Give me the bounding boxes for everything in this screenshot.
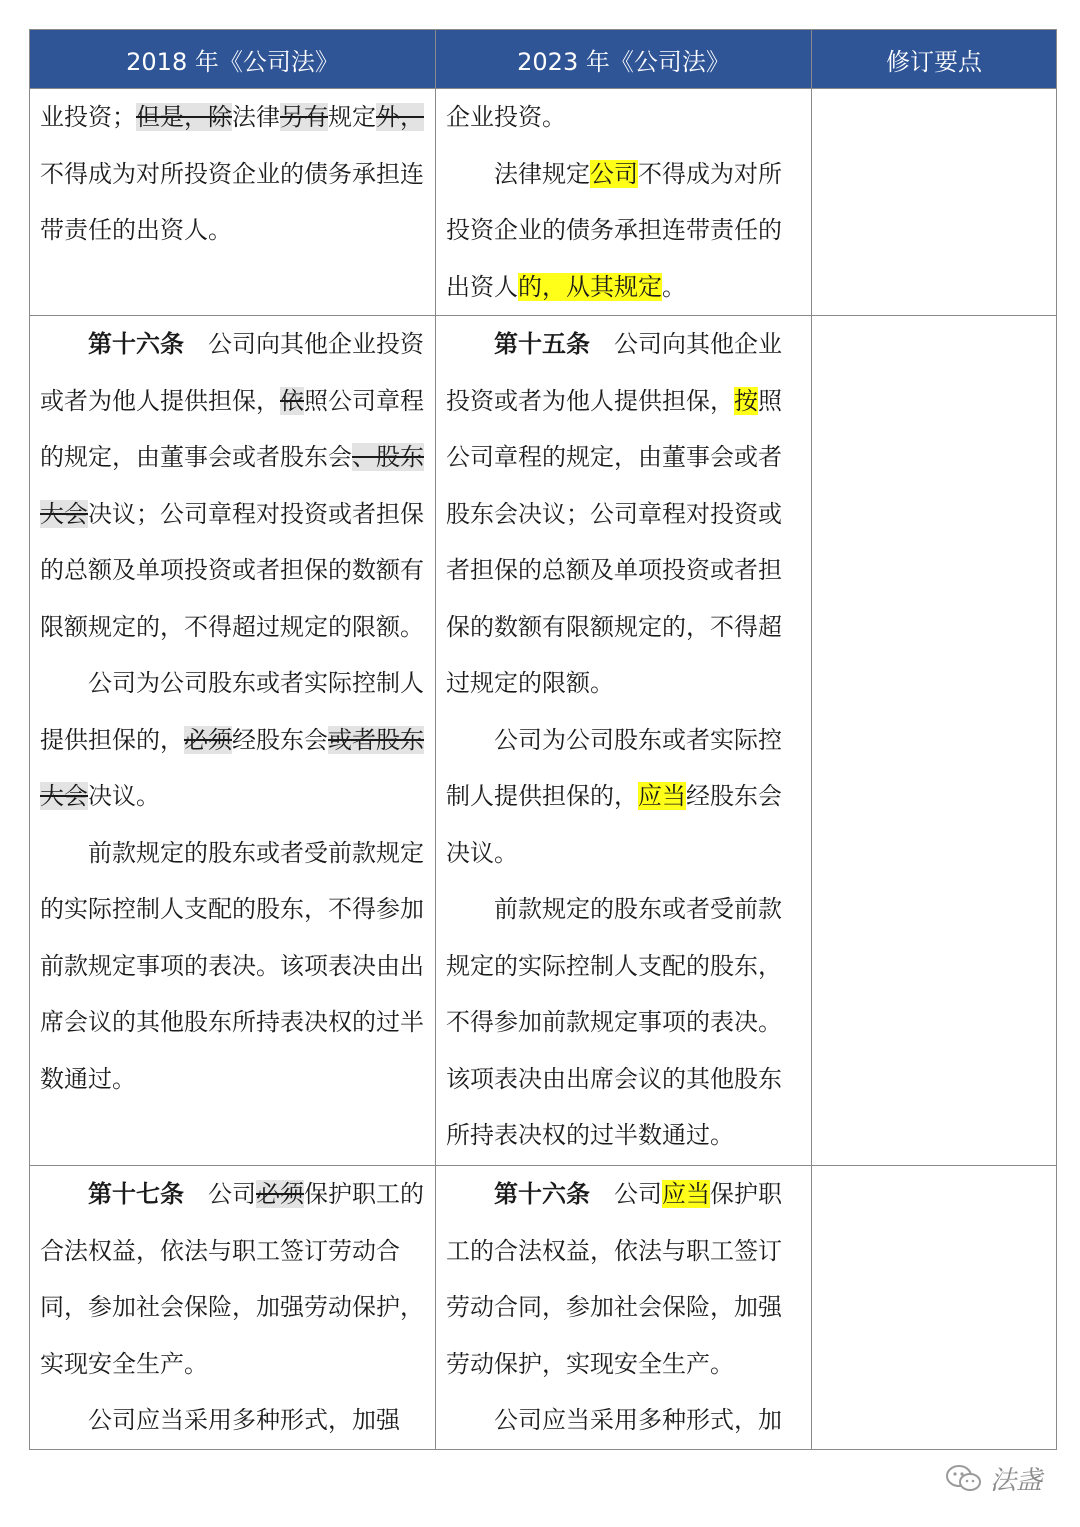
text-run: 照公司章程的规定，由董事会或者股东会决议；公司章程对投资或者担保的总额及单项投资或者担保的数额有限额规定的，不得超过规定的限额。 [446, 386, 782, 697]
paragraph [40, 1392, 425, 1449]
cell-2018-text [30, 89, 436, 316]
text-run: 决议。 [88, 782, 160, 810]
deleted-text: 或者股东大会 [40, 725, 424, 810]
cell-2023-text [436, 1166, 812, 1450]
article-number: 第十六条 [88, 329, 184, 358]
paragraph [446, 712, 801, 882]
deleted-text: 、股东大会 [40, 443, 424, 528]
text-run: 公司应当采用多种形式，加 [494, 1406, 782, 1434]
text-run: 经股东会决议。 [446, 782, 782, 867]
text-run: 保护职工的合法权益，依法与职工签订劳动合同，参加社会保险，加强劳动保护，实现安全生产。 [446, 1180, 782, 1378]
text-run: 保护职工的合法权益，依法与职工签订劳动合同，参加社会保险，加强劳动保护，实现安全生产。 [40, 1180, 424, 1378]
inserted-text: 应当 [638, 782, 686, 810]
text-run: 。 [662, 272, 686, 301]
text-run: 法律 [232, 103, 280, 131]
table-header-row [30, 30, 1057, 89]
text-run: 公司 [590, 1180, 662, 1208]
paragraph [40, 89, 425, 259]
inserted-text: 应当 [662, 1180, 710, 1208]
header-revision-notes: 修订要点 [812, 30, 1057, 89]
paragraph [446, 1166, 801, 1392]
text-run: 业投资； [40, 103, 136, 131]
paragraph [40, 655, 425, 825]
article-number: 第十六条 [494, 1179, 590, 1208]
cell-revision-notes [812, 316, 1057, 1166]
table-row [30, 89, 1057, 316]
text-run: 决议；公司章程对投资或者担保的总额及单项投资或者担保的数额有限额规定的，不得超过规定的限额。 [40, 499, 424, 641]
text-run: 公司向其他企业投资或者为他人提供担保， [446, 330, 782, 415]
table-row [30, 1166, 1057, 1450]
paragraph [446, 146, 801, 316]
text-run: 公司向其他企业投资或者为他人提供担保， [40, 330, 424, 415]
paragraph [446, 89, 801, 146]
deleted-text: 必须 [256, 1180, 304, 1208]
comparison-table [29, 29, 1057, 1450]
article-number: 第十五条 [494, 329, 590, 358]
cell-2018-text [30, 1166, 436, 1450]
article-number: 第十七条 [88, 1179, 184, 1208]
deleted-text: 除 [208, 103, 232, 131]
cell-revision-notes [812, 1166, 1057, 1450]
cell-2023-text [436, 89, 812, 316]
text-run: 照公司章程的规定，由董事会或者股东会 [40, 386, 424, 471]
text-run: 公司为公司股东或者实际控制人提供担保的， [40, 669, 424, 754]
inserted-text: 公司 [590, 159, 638, 188]
text-run: 公司 [184, 1180, 256, 1208]
paragraph [446, 881, 801, 1164]
wechat-icon [944, 1463, 984, 1495]
table-row [30, 316, 1057, 1166]
cell-2018-text [30, 316, 436, 1166]
text-run: 企业投资。 [446, 103, 566, 131]
paragraph [40, 825, 425, 1108]
text-run: 不得成为对所投资企业的债务承担连带责任的出资人。 [40, 159, 424, 244]
text-run: 前款规定的股东或者受前款规定的实际控制人支配的股东，不得参加前款规定事项的表决。该项表决由出席会议的其他股东所持表决权的过半数通过。 [40, 838, 424, 1093]
inserted-text: 按 [734, 386, 758, 415]
text-run: 公司为公司股东或者实际控制人提供担保的， [446, 725, 782, 810]
deleted-text: 另有 [280, 103, 328, 131]
text-run: 公司应当采用多种形式，加强 [88, 1406, 400, 1434]
cell-revision-notes [812, 89, 1057, 316]
deleted-text: 但是， [136, 103, 208, 131]
cell-2023-text [436, 316, 812, 1166]
deleted-text: 依 [280, 386, 304, 415]
deleted-text: 外， [376, 103, 424, 131]
header-2023-company-law: 2023 年《公司法》 [436, 30, 812, 89]
text-run: 规定 [328, 103, 376, 131]
inserted-text: 的，从其规定 [518, 272, 662, 301]
paragraph [446, 1392, 801, 1449]
account-name: 法盏 [990, 1466, 1043, 1496]
text-run: 法律规定 [494, 159, 590, 188]
deleted-text: 必须 [184, 725, 232, 754]
text-run: 前款规定的股东或者受前款规定的实际控制人支配的股东，不得参加前款规定事项的表决。该项表决由出席会议的其他股东所持表决权的过半数通过。 [446, 895, 782, 1149]
paragraph [446, 316, 801, 712]
text-run: 经股东会 [232, 725, 328, 754]
header-2018-company-law: 2018 年《公司法》 [30, 30, 436, 89]
paragraph [40, 1166, 425, 1392]
text-run: 不得成为对所投资企业的债务承担连带责任的出资人 [446, 159, 782, 301]
paragraph [40, 316, 425, 655]
account-watermark [944, 1460, 1042, 1497]
